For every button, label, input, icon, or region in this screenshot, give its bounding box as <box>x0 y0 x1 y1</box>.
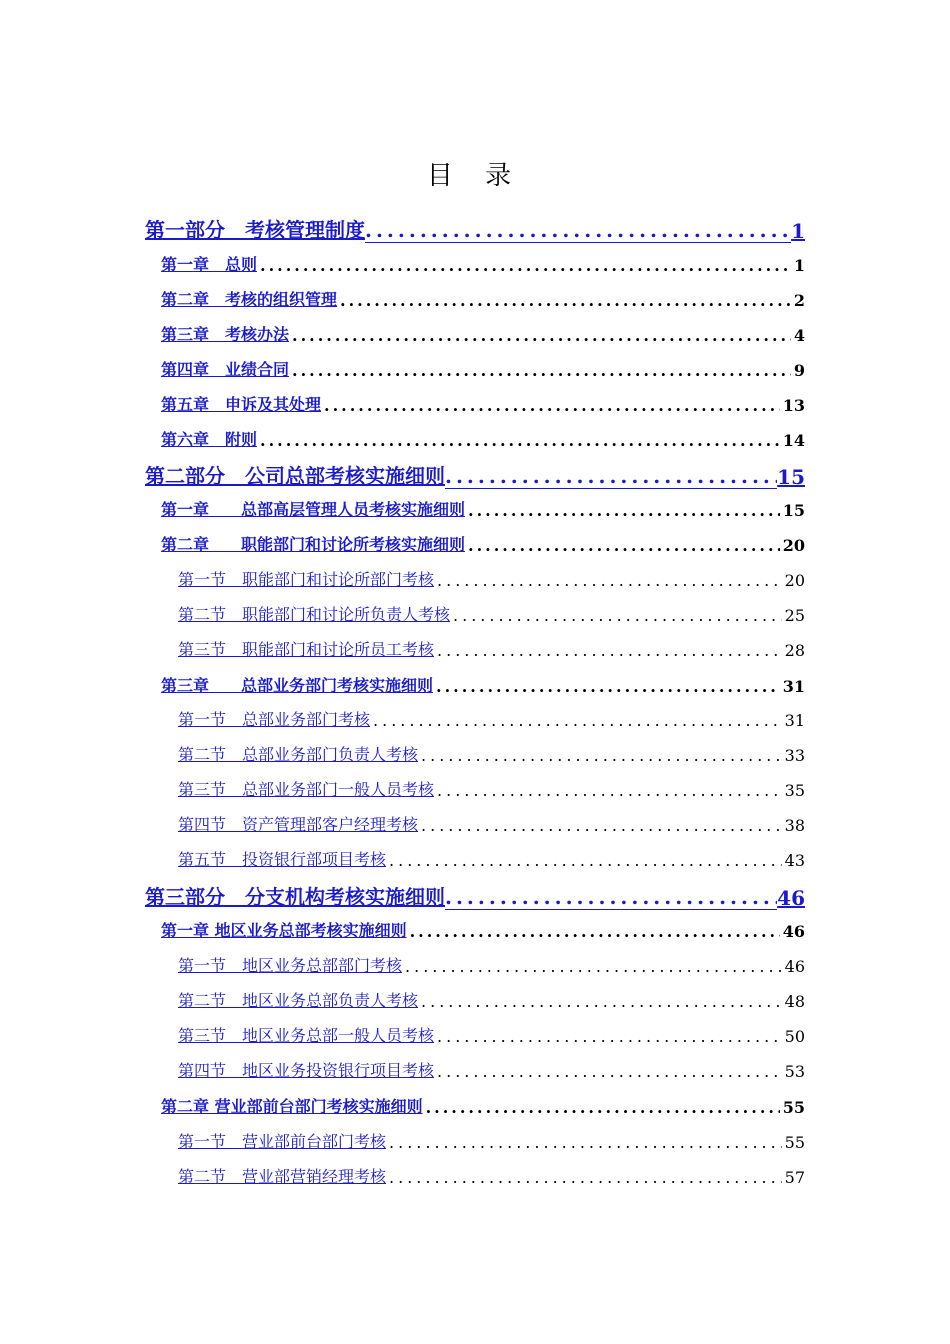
toc-page-number: 35 <box>784 781 805 800</box>
toc-label[interactable]: 第二节 地区业务总部负责人考核 <box>178 991 419 1010</box>
leader-dots <box>468 501 780 520</box>
leader-dots <box>324 396 780 415</box>
toc-label[interactable]: 第四节 地区业务投资银行项目考核 <box>178 1061 435 1080</box>
toc-label[interactable]: 第二章 考核的组织管理 <box>161 290 338 309</box>
toc-page-number: 15 <box>782 501 805 520</box>
toc-entry[interactable] <box>178 1058 805 1081</box>
toc-entry[interactable] <box>178 1164 805 1187</box>
page-title: 目 录 <box>426 161 524 191</box>
leader-dots <box>437 1027 782 1046</box>
toc-page-number: 46 <box>782 922 805 941</box>
toc-page-number: 1 <box>793 256 805 275</box>
toc-entry[interactable] <box>161 673 805 696</box>
toc-entry[interactable] <box>145 460 805 489</box>
toc-page-number: 9 <box>793 361 805 380</box>
toc-entry[interactable] <box>178 777 805 800</box>
leader-dots <box>292 326 791 345</box>
toc-entry[interactable] <box>161 287 805 310</box>
toc-label[interactable]: 第三节 总部业务部门一般人员考核 <box>178 780 435 799</box>
toc-label[interactable]: 第一章 地区业务总部考核实施细则 <box>161 921 407 940</box>
leader-dots <box>421 816 782 835</box>
toc-label[interactable]: 第六章 附则 <box>161 430 258 449</box>
toc-label[interactable]: 第五节 投资银行部项目考核 <box>178 850 387 869</box>
toc-label[interactable]: 第一节 地区业务总部部门考核 <box>178 956 403 975</box>
toc-entry[interactable] <box>161 427 805 450</box>
toc-page-number: 4 <box>793 326 805 345</box>
leader-dots <box>437 571 782 590</box>
leader-dots <box>389 1168 782 1187</box>
toc-label[interactable]: 第一节 营业部前台部门考核 <box>178 1132 387 1151</box>
toc-label[interactable]: 第一节 职能部门和讨论所部门考核 <box>178 570 435 589</box>
toc-label[interactable]: 第四章 业绩合同 <box>161 360 290 379</box>
leader-dots <box>437 641 782 660</box>
toc-label[interactable]: 第三部分 分支机构考核实施细则 <box>145 885 445 909</box>
toc-label[interactable]: 第三章 总部业务部门考核实施细则 <box>161 676 434 695</box>
toc-label[interactable]: 第三节 地区业务总部一般人员考核 <box>178 1026 435 1045</box>
toc-page-number: 15 <box>777 465 805 489</box>
toc-entry[interactable] <box>161 357 805 380</box>
leader-dots <box>421 992 782 1011</box>
leader-dots <box>437 1062 782 1081</box>
leader-dots <box>340 291 791 310</box>
toc-entry[interactable] <box>161 497 805 520</box>
toc-page-number: 20 <box>784 571 805 590</box>
toc-page-number: 46 <box>777 886 805 910</box>
toc-page-number: 55 <box>782 1098 805 1117</box>
leader-dots <box>389 1133 782 1152</box>
toc-entry[interactable] <box>178 567 805 590</box>
toc-page-number: 31 <box>782 677 805 696</box>
toc-label[interactable]: 第三章 考核办法 <box>161 325 290 344</box>
leader-dots <box>365 218 791 243</box>
leader-dots <box>260 256 791 275</box>
toc-label[interactable]: 第二节 营业部营销经理考核 <box>178 1167 387 1186</box>
toc-entry[interactable] <box>178 812 805 835</box>
toc-page-number: 46 <box>784 957 805 976</box>
toc-label[interactable]: 第一部分 考核管理制度 <box>145 218 365 242</box>
toc-page-number: 25 <box>784 606 805 625</box>
toc-page-number: 1 <box>791 219 805 243</box>
leader-dots <box>445 464 777 489</box>
leader-dots <box>445 885 777 910</box>
toc-label[interactable]: 第二章 职能部门和讨论所考核实施细则 <box>161 535 466 554</box>
toc-entry[interactable] <box>178 847 805 870</box>
toc-label[interactable]: 第五章 申诉及其处理 <box>161 395 322 414</box>
leader-dots <box>468 536 780 555</box>
toc-label[interactable]: 第三节 职能部门和讨论所员工考核 <box>178 640 435 659</box>
toc-label[interactable]: 第二节 总部业务部门负责人考核 <box>178 745 419 764</box>
toc-page-number: 14 <box>782 431 805 450</box>
toc-entry[interactable] <box>161 322 805 345</box>
toc-label[interactable]: 第四节 资产管理部客户经理考核 <box>178 815 419 834</box>
toc-entry[interactable] <box>178 707 805 730</box>
leader-dots <box>389 851 782 870</box>
leader-dots <box>453 606 782 625</box>
leader-dots <box>436 677 780 696</box>
toc-label[interactable]: 第一章 总则 <box>161 255 258 274</box>
toc-page-number: 43 <box>784 851 805 870</box>
toc-entry[interactable] <box>145 214 805 243</box>
toc-page-number: 50 <box>784 1027 805 1046</box>
toc-page-number: 2 <box>793 291 805 310</box>
toc-entry[interactable] <box>178 742 805 765</box>
leader-dots <box>373 711 782 730</box>
leader-dots <box>437 781 782 800</box>
leader-dots <box>292 361 791 380</box>
toc-label[interactable]: 第一章 总部高层管理人员考核实施细则 <box>161 500 466 519</box>
toc-entry[interactable] <box>178 988 805 1011</box>
toc-page-number: 57 <box>784 1168 805 1187</box>
toc-entry[interactable] <box>161 1094 805 1117</box>
toc-page-number: 28 <box>784 641 805 660</box>
toc-entry[interactable] <box>161 252 805 275</box>
toc-entry[interactable] <box>178 602 805 625</box>
toc-entry[interactable] <box>161 392 805 415</box>
toc-entry[interactable] <box>178 953 805 976</box>
toc-entry[interactable] <box>178 637 805 660</box>
toc-entry[interactable] <box>161 532 805 555</box>
toc-page-number: 38 <box>784 816 805 835</box>
toc-entry[interactable] <box>145 881 805 910</box>
toc-page-number: 55 <box>784 1133 805 1152</box>
toc-page-number: 48 <box>784 992 805 1011</box>
toc-entry[interactable] <box>178 1023 805 1046</box>
leader-dots <box>260 431 780 450</box>
leader-dots <box>426 1098 780 1117</box>
toc-label[interactable]: 第二部分 公司总部考核实施细则 <box>145 464 445 488</box>
toc-label[interactable]: 第一节 总部业务部门考核 <box>178 710 371 729</box>
toc-entry[interactable] <box>178 1129 805 1152</box>
leader-dots <box>421 746 782 765</box>
toc-page-number: 53 <box>784 1062 805 1081</box>
toc-page-number: 13 <box>782 396 805 415</box>
toc-label[interactable]: 第二章 营业部前台部门考核实施细则 <box>161 1097 423 1116</box>
toc-label[interactable]: 第二节 职能部门和讨论所负责人考核 <box>178 605 451 624</box>
toc-page-number: 31 <box>784 711 805 730</box>
leader-dots <box>410 922 780 941</box>
toc-entry[interactable] <box>161 918 805 941</box>
toc-page-number: 20 <box>782 536 805 555</box>
toc-page-number: 33 <box>784 746 805 765</box>
leader-dots <box>405 957 782 976</box>
